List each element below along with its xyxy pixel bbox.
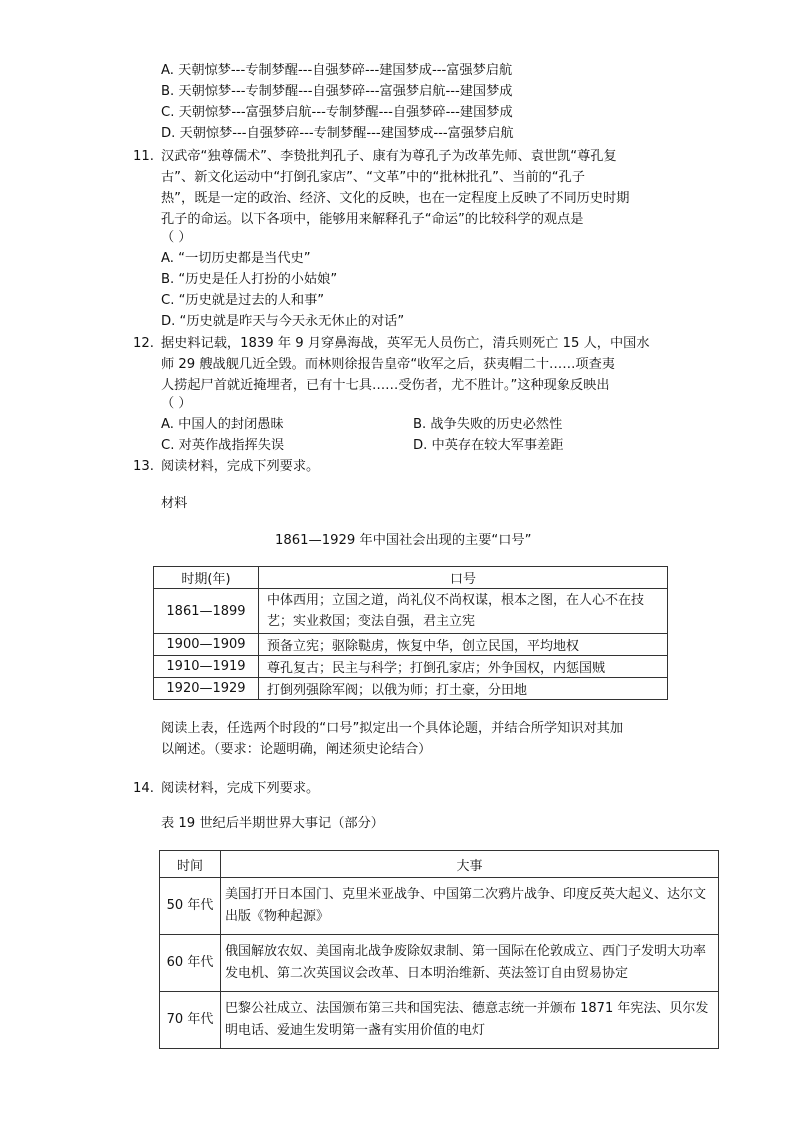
q13-table-title: 1861—1929 年中国社会出现的主要“口号” bbox=[275, 533, 532, 548]
events-cell: 美国打开日本国门、克里米亚战争、中国第二次鸦片战争、印度反英大起义、达尔文出版《物种起源》 bbox=[221, 878, 719, 935]
period-cell: 1900—1909 bbox=[154, 634, 259, 656]
table-row bbox=[160, 935, 719, 992]
q14-events-table bbox=[159, 850, 719, 1049]
table-header: 时期(年) bbox=[154, 567, 259, 589]
events-cell: 俄国解放农奴、美国南北战争废除奴隶制、第一国际在伦敦成立、西门子发明大功率发电机、第二次英国议会改革、日本明治维新、英法签订自由贸易协定 bbox=[221, 935, 719, 992]
q11-option-d: D. “历史就是昨天与今天永无休止的对话” bbox=[161, 314, 405, 329]
period-cell: 1910—1919 bbox=[154, 656, 259, 678]
q14-intro: 阅读材料，完成下列要求。 bbox=[161, 781, 320, 796]
q13-intro: 阅读材料，完成下列要求。 bbox=[161, 459, 320, 474]
table-row bbox=[154, 634, 668, 656]
q11-stem-line: 孔子的命运。以下各项中，能够用来解释孔子“命运”的比较科学的观点是 bbox=[161, 212, 584, 227]
period-cell: 1861—1899 bbox=[154, 589, 259, 634]
table-row bbox=[154, 589, 668, 634]
q12-stem-line: 师 29 艘战舰几近全毁。而林则徐报告皇帝“收军之后，获夷帽二十……项查夷 bbox=[161, 357, 615, 372]
decade-cell: 50 年代 bbox=[160, 878, 221, 935]
table-row bbox=[160, 992, 719, 1049]
q11-stem-line: 热”，既是一定的政治、经济、文化的反映，也在一定程度上反映了不同历史时期 bbox=[161, 191, 630, 206]
q12-answer-blank: （ ） bbox=[161, 396, 192, 411]
q10-option-b: B. 天朝惊梦---专制梦醒---自强梦碎---富强梦启航---建国梦成 bbox=[161, 84, 513, 99]
q10-option-a: A. 天朝惊梦---专制梦醒---自强梦碎---建国梦成---富强梦启航 bbox=[161, 63, 513, 78]
table-header: 口号 bbox=[259, 567, 668, 589]
table-header: 时间 bbox=[160, 851, 221, 878]
q11-number: 11. bbox=[133, 149, 154, 164]
period-cell: 1920—1929 bbox=[154, 678, 259, 700]
slogan-cell: 中体西用；立国之道，尚礼仪不尚权谋，根本之图，在人心不在技艺；实业救国；变法自强，君主立宪 bbox=[259, 589, 668, 634]
q13-slogan-table bbox=[153, 566, 668, 700]
q13-task-line: 阅读上表，任选两个时段的“口号”拟定出一个具体论题，并结合所学知识对其加 bbox=[161, 721, 624, 736]
slogan-cell: 预备立宪；驱除鞑虏，恢复中华，创立民国，平均地权 bbox=[259, 634, 668, 656]
q11-option-a: A. “一切历史都是当代史” bbox=[161, 251, 311, 266]
q14-number: 14. bbox=[133, 781, 154, 796]
q11-stem-line: 古”、新文化运动中“打倒孔家店”、“文革”中的“批林批孔”、当前的“孔子 bbox=[161, 170, 585, 185]
q12-stem-line: 人捞起尸首就近掩埋者，已有十七具……受伤者，尤不胜计。”这种现象反映出 bbox=[161, 378, 610, 393]
q10-option-d: D. 天朝惊梦---自强梦碎---专制梦醒---建国梦成---富强梦启航 bbox=[161, 126, 514, 141]
slogan-cell: 打倒列强除军阀；以俄为师；打土豪，分田地 bbox=[259, 678, 668, 700]
q13-number: 13. bbox=[133, 459, 154, 474]
events-cell: 巴黎公社成立、法国颁布第三共和国宪法、德意志统一并颁布 1871 年宪法、贝尔发明电话、爱迪生发明第一盏有实用价值的电灯 bbox=[221, 992, 719, 1049]
q13-material-label: 材料 bbox=[161, 496, 188, 511]
q12-option-b: B. 战争失败的历史必然性 bbox=[413, 417, 563, 432]
q11-answer-blank: （ ） bbox=[161, 230, 192, 245]
decade-cell: 70 年代 bbox=[160, 992, 221, 1049]
q12-stem-line: 据史料记载，1839 年 9 月穿鼻海战，英军无人员伤亡，清兵则死亡 15 人，中国水 bbox=[161, 336, 650, 351]
q10-option-c: C. 天朝惊梦---富强梦启航---专制梦醒---自强梦碎---建国梦成 bbox=[161, 105, 513, 120]
q11-option-c: C. “历史就是过去的人和事” bbox=[161, 293, 325, 308]
q12-option-a: A. 中国人的封闭愚昧 bbox=[161, 417, 284, 432]
q14-table-title: 表 19 世纪后半期世界大事记（部分） bbox=[161, 816, 384, 831]
table-header: 大事 bbox=[221, 851, 719, 878]
table-row bbox=[160, 878, 719, 935]
q12-option-c: C. 对英作战指挥失误 bbox=[161, 438, 285, 453]
q12-number: 12. bbox=[133, 336, 154, 351]
table-row bbox=[154, 678, 668, 700]
table-row bbox=[154, 656, 668, 678]
q12-option-d: D. 中英存在较大军事差距 bbox=[413, 438, 564, 453]
q13-task-line: 以阐述。（要求：论题明确，阐述须史论结合） bbox=[161, 742, 432, 757]
q11-option-b: B. “历史是任人打扮的小姑娘” bbox=[161, 272, 338, 287]
slogan-cell: 尊孔复古；民主与科学；打倒孔家店；外争国权，内惩国贼 bbox=[259, 656, 668, 678]
decade-cell: 60 年代 bbox=[160, 935, 221, 992]
q11-stem-line: 汉武帝“独尊儒术”、李贽批判孔子、康有为尊孔子为改革先师、袁世凯“尊孔复 bbox=[161, 149, 617, 164]
